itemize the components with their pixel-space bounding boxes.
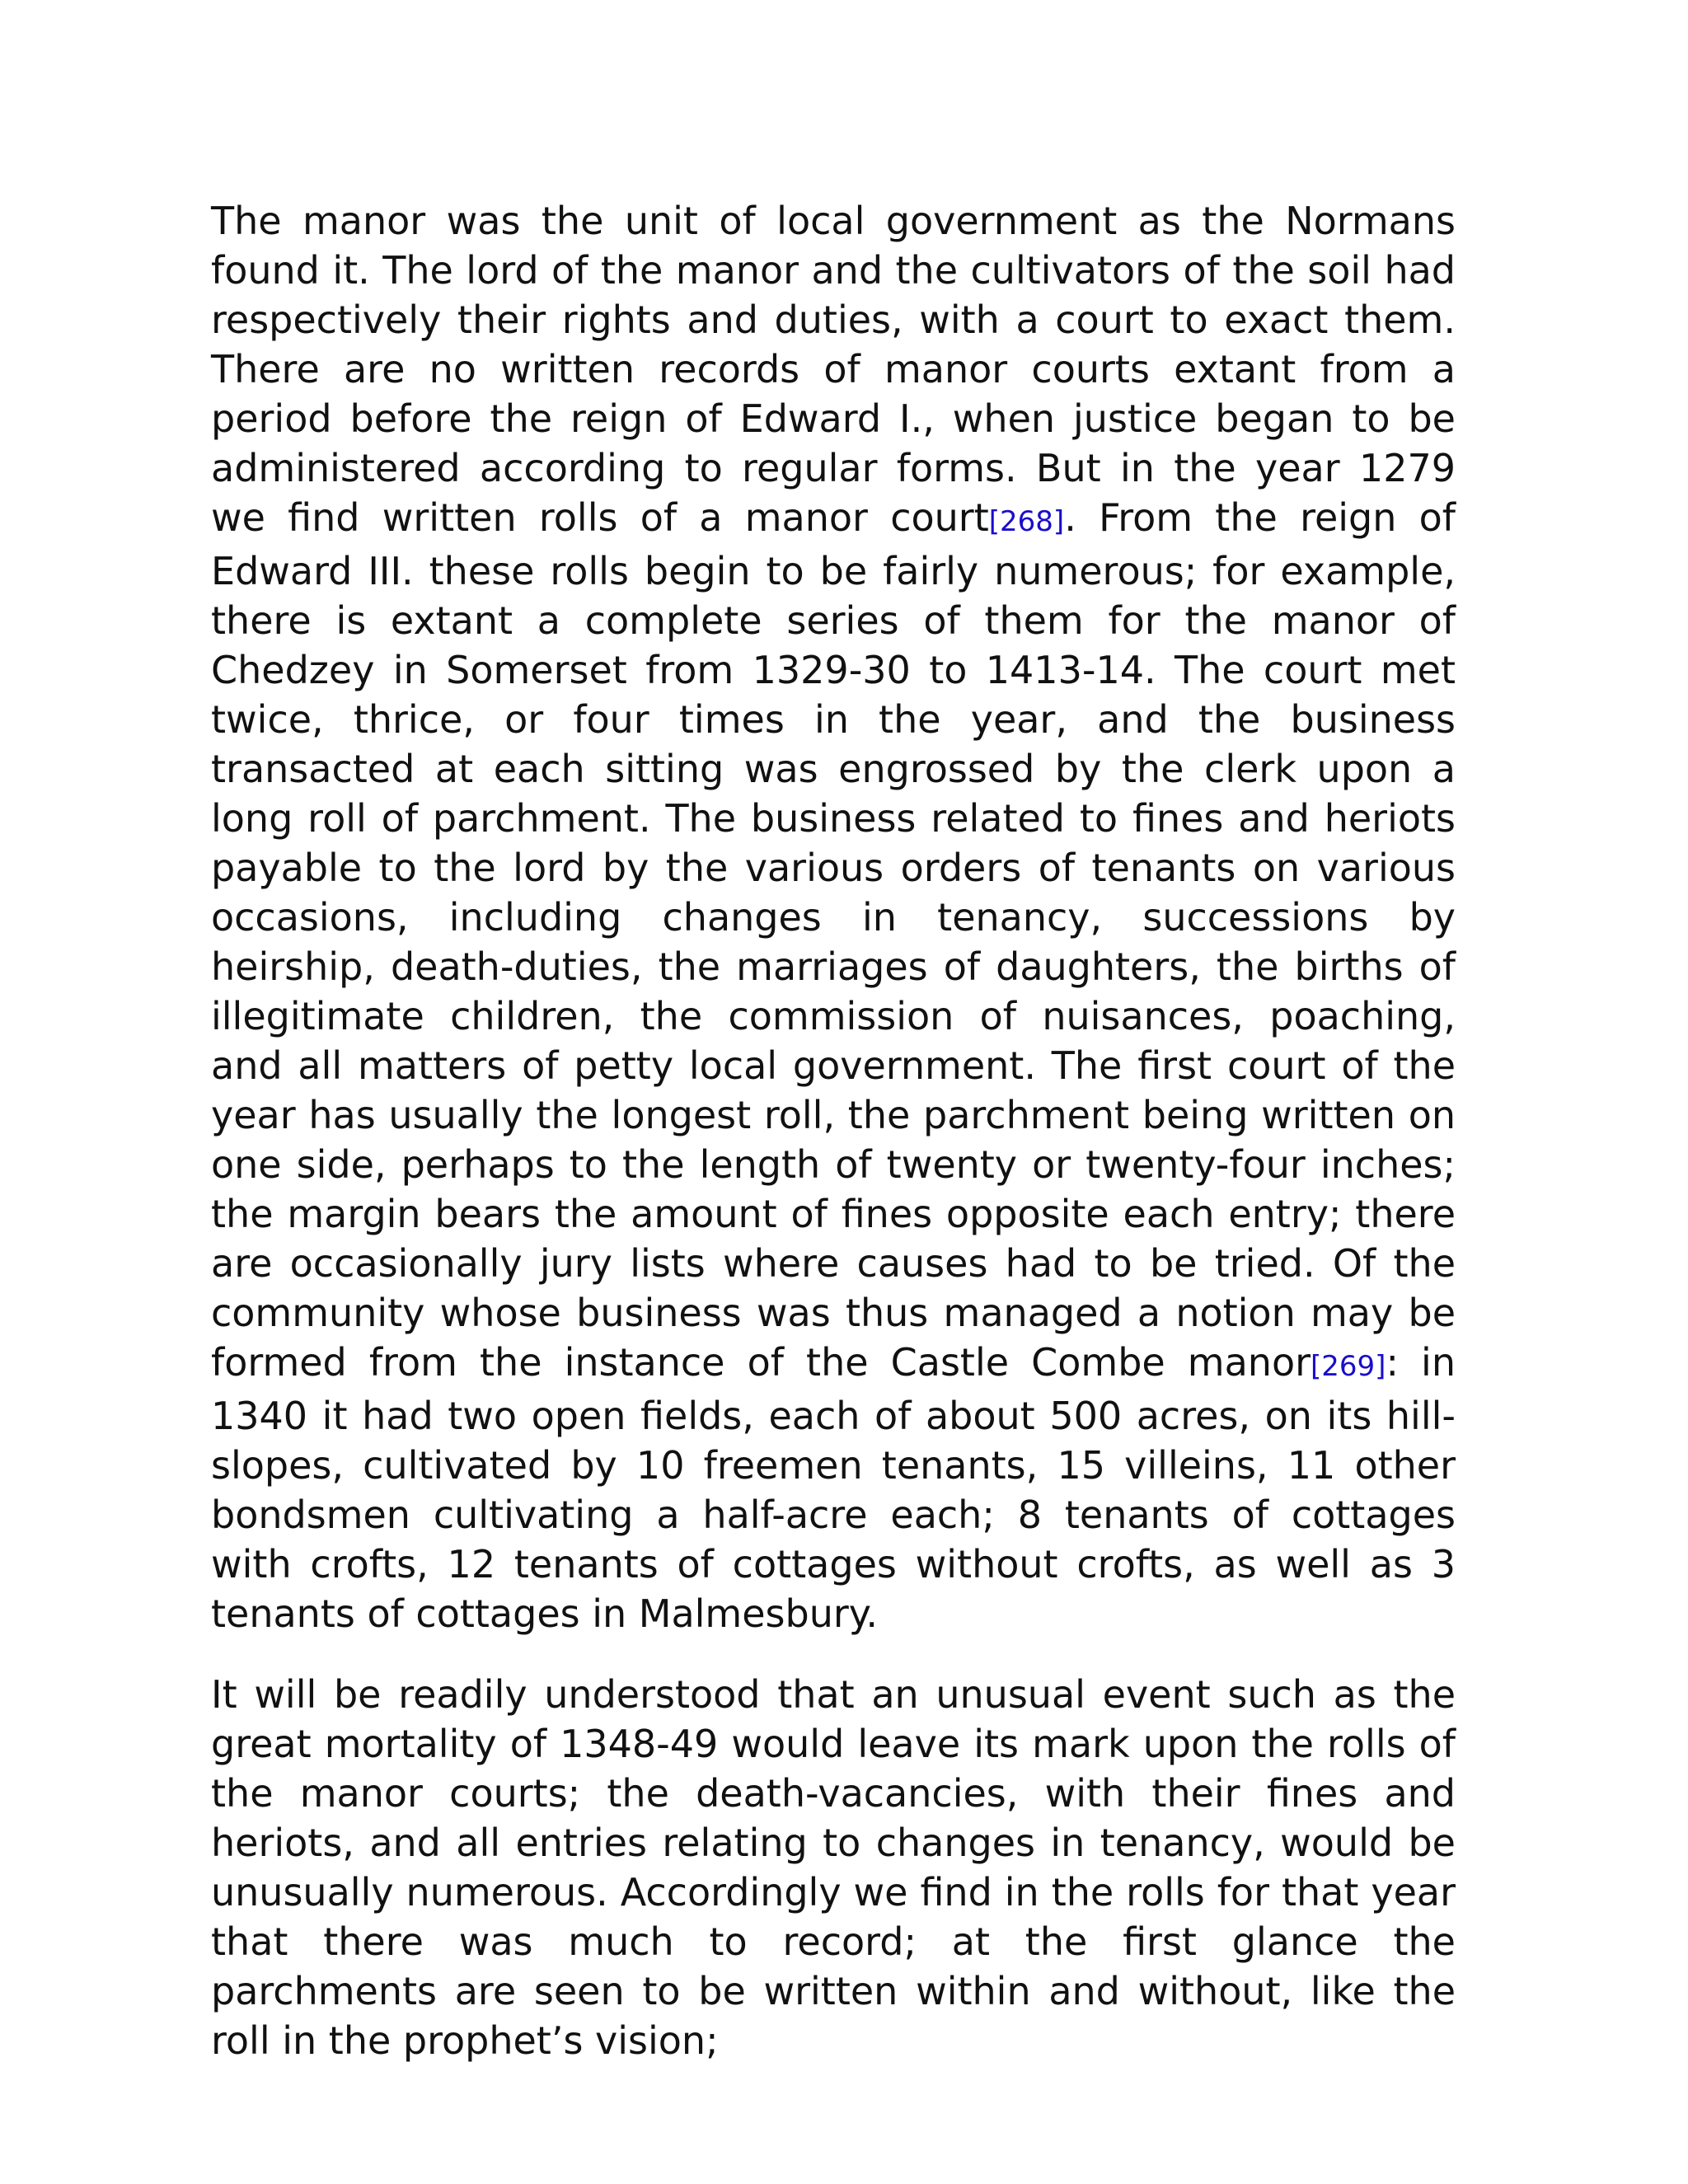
paragraph-text: : in 1340 it had two open fields, each of about 500 acres, on its hill-slopes, cultivated by 10 freemen tenants, 15 villeins, 11 other bondsmen cultivating a half-acre each; 8 tenants of cottages with crofts, 12 tenants of cottages without crofts, as well as 3 tenants of cottages in Malmesbury. [211,1340,1456,1636]
paragraph-text: . From the reign of Edward III. these rolls begin to be fairly numerous; for example, there is extant a complete series of them for the manor of Chedzey in Somerset from 1329-30 to 1413-14. The court met twice, thrice, or four times in the year, and the business transacted at each sitting was engrossed by the clerk upon a long roll of parchment. The business related to fines and heriots payable to the lord by the various orders of tenants on various occasions, including changes in tenancy, successions by heirship, death-duties, the marriages of daughters, the births of illegitimate children, the commission of nuisances, poaching, and all matters of petty local government. The first court of the year has usually the longest roll, the parchment being written on one side, perhaps to the length of twenty or twenty-four inches; the margin bears the amount of fines opposite each entry; there are occasionally jury lists where causes had to be tried. Of the community whose business was thus managed a notion may be formed from the instance of the Castle Combe manor [211,495,1456,1385]
footnote-link-269[interactable]: [269] [1311,1350,1386,1383]
paragraph-manor-courts [211,196,1456,1638]
document-page [211,196,1456,2065]
footnote-link-268[interactable]: [268] [988,505,1065,538]
paragraph-great-mortality [211,1670,1456,2065]
paragraph-text: It will be readily understood that an unusual event such as the great mortality of 1348-49 would leave its mark upon the rolls of the manor courts; the death-vacancies, with their fines and heriots, and all entries relating to changes in tenancy, would be unusually numerous. Accordingly we find in the rolls for that year that there was much to record; at the first glance the parchments are seen to be written within and without, like the roll in the prophet’s vision; [211,1672,1456,2063]
paragraph-text: The manor was the unit of local government as the Normans found it. The lord of the manor and the cultivators of the soil had respectively their rights and duties, with a court to exact them. There are no written records of manor courts extant from a period before the reign of Edward I., when justice began to be administered according to regular forms. But in the year 1279 we find written rolls of a manor court [211,199,1456,540]
